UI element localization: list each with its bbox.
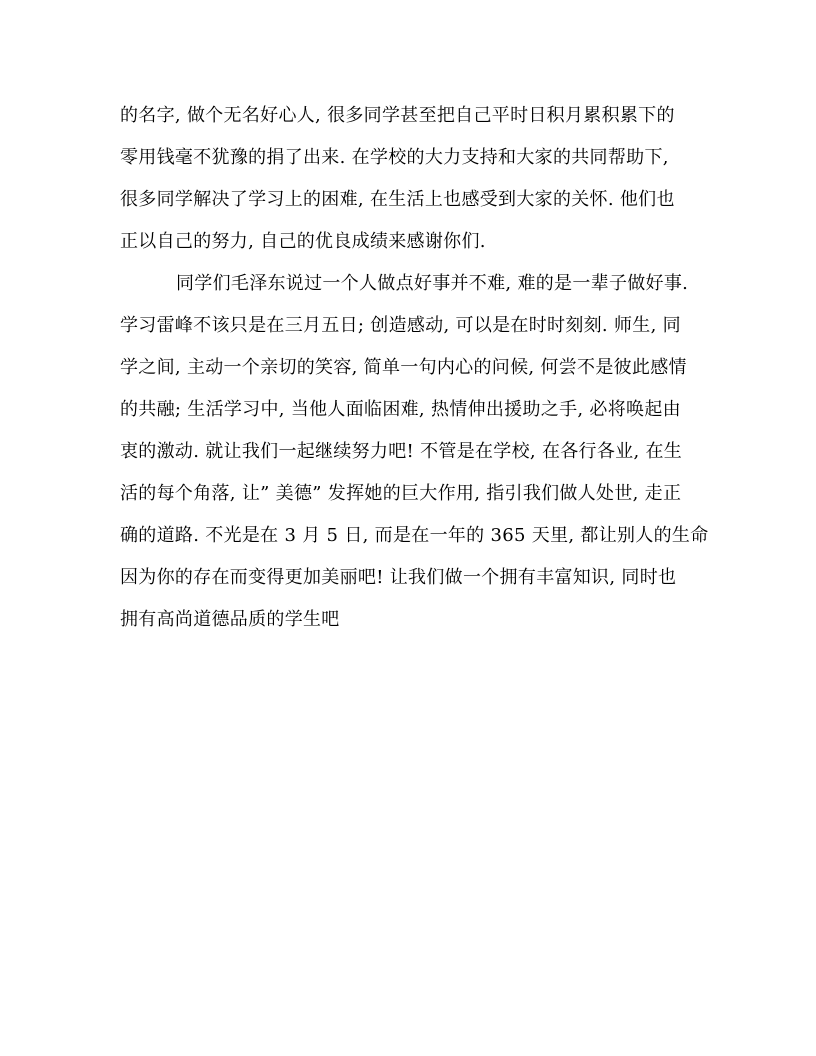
text-line: 衷的激动. 就让我们一起继续努力吧! 不管是在学校, 在各行各业, 在生 [120,441,683,462]
text-line: 正以自己的努力, 自己的优良成绩来感谢你们. [120,231,486,252]
text-line: 拥有高尚道德品质的学生吧 [120,609,340,630]
text-line: 活的每个角落, 让” 美德” 发挥她的巨大作用, 指引我们做人处世, 走正 [120,483,682,504]
text-line: 同学们毛泽东说过一个人做点好事并不难, 难的是一辈子做好事. [176,273,689,294]
text-line: 确的道路. 不光是在 3 月 5 日, 而是在一年的 365 天里, 都让别人的生命 [120,525,709,546]
text-line: 的名字, 做个无名好心人, 很多同学甚至把自己平时日积月累积累下的 [120,105,675,126]
text-line: 很多同学解决了学习上的困难, 在生活上也感受到大家的关怀. 他们也 [120,189,675,210]
text-line: 零用钱毫不犹豫的捐了出来. 在学校的大力支持和大家的共同帮助下, [120,147,669,168]
text-line: 的共融; 生活学习中, 当他人面临困难, 热情伸出援助之手, 必将唤起由 [120,399,681,420]
text-line: 学习雷峰不该只是在三月五日; 创造感动, 可以是在时时刻刻. 师生, 同 [120,315,681,336]
text-line: 因为你的存在而变得更加美丽吧! 让我们做一个拥有丰富知识, 同时也 [120,567,677,588]
text-line: 学之间, 主动一个亲切的笑容, 简单一句内心的问候, 何尝不是彼此感情 [120,357,687,378]
